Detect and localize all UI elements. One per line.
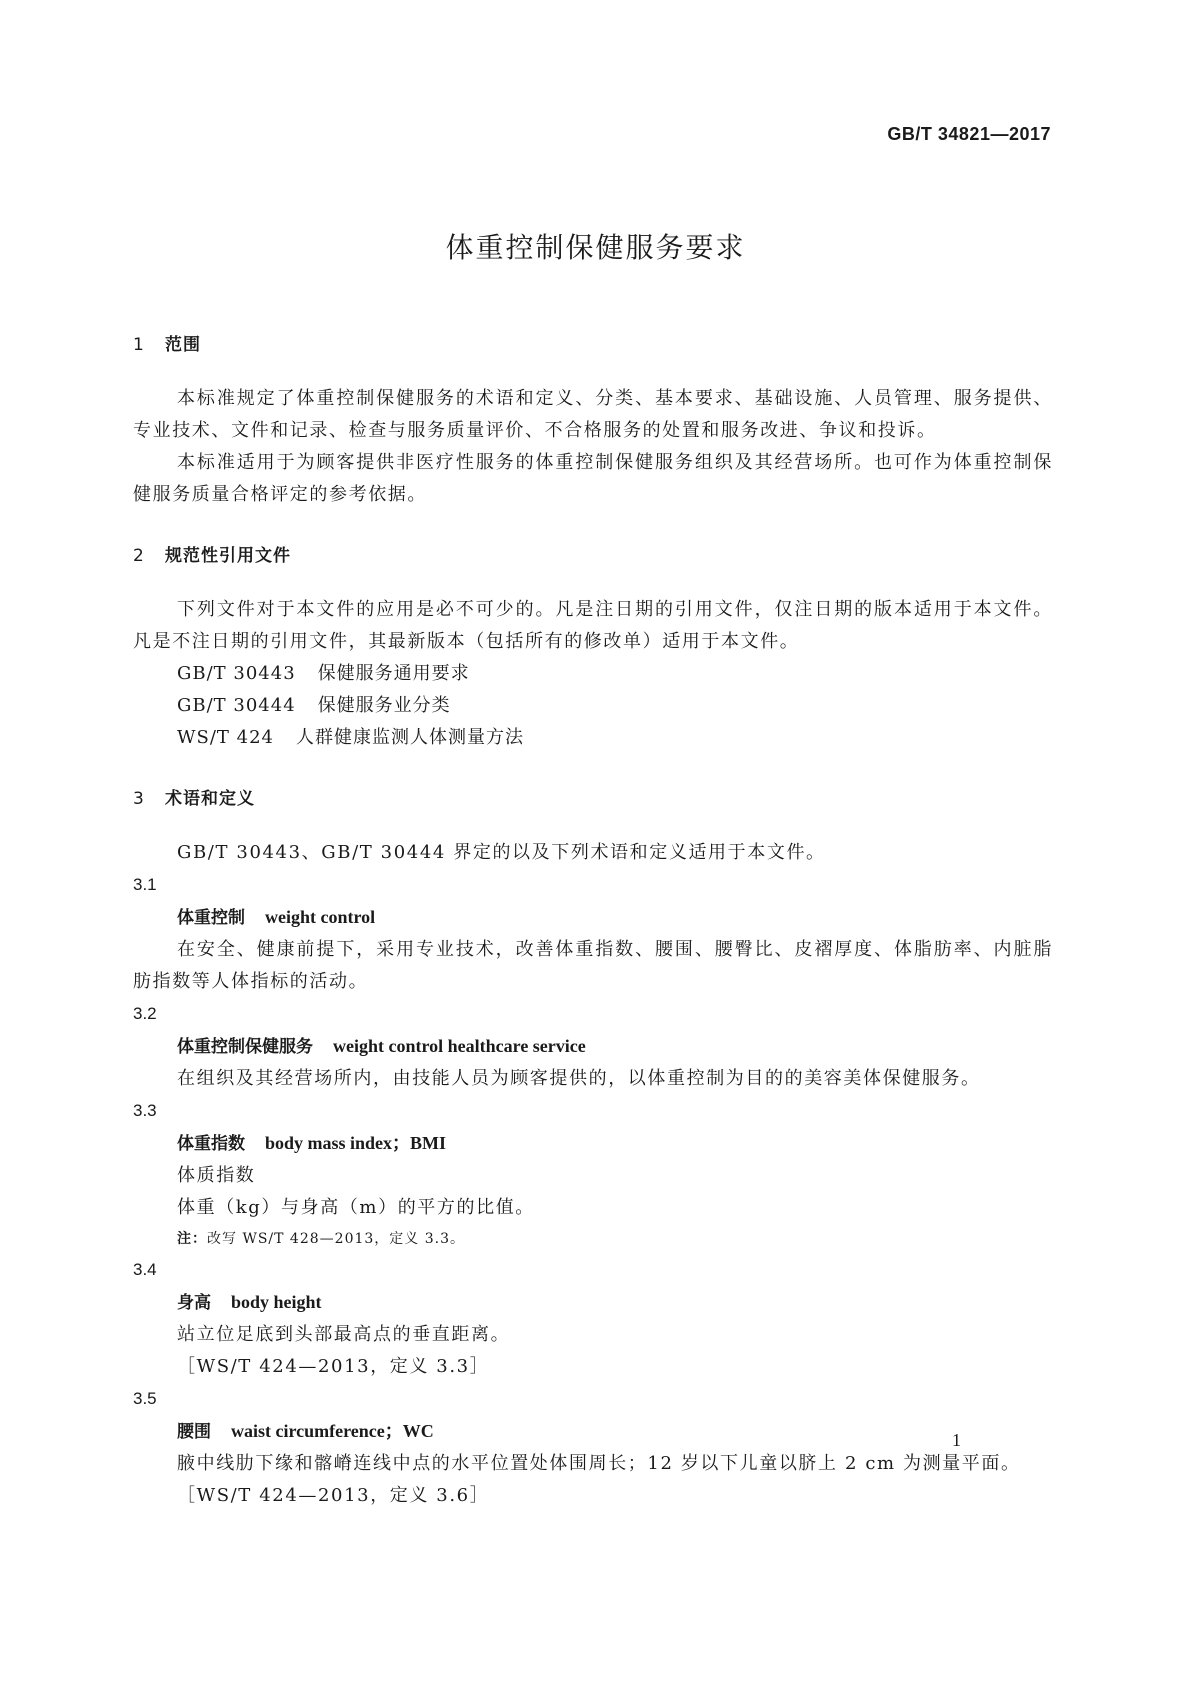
term-synonym: 体质指数 [177,1165,256,1186]
reference-item [133,690,1053,722]
reference-title: 保健服务通用要求 [317,663,470,684]
page-number: 1 [952,1430,961,1450]
term-number: 3.3 [133,1101,157,1120]
term-zh: 体重控制 [177,908,245,928]
section-number: 1 [133,335,145,355]
reference-item [133,658,1053,690]
term-definition: 在组织及其经营场所内，由技能人员为顾客提供的，以体重控制为目的的美容美体保健服务。 [177,1068,981,1089]
note-text: 改写 WS/T 428—2013，定义 3.3。 [207,1231,466,1247]
section-number: 3 [133,789,145,809]
term-definition: 在安全、健康前提下，采用专业技术，改善体重指数、腰围、腰臀比、皮褶厚度、体脂肪率、内脏脂肪指数等人体指标的活动。 [133,939,1053,992]
term-zh: 身高 [177,1293,211,1313]
term-source: ［WS/T 424—2013，定义 3.3］ [177,1356,490,1377]
scope-paragraph-2: 本标准适用于为顾客提供非医疗性服务的体重控制保健服务组织及其经营场所。也可作为体重控制保健服务质量合格评定的参考依据。 [133,452,1053,505]
note-label: 注： [177,1231,207,1247]
terms-intro-paragraph: GB/T 30443、GB/T 30444 界定的以及下列术语和定义适用于本文件。 [177,842,826,863]
section-title: 术语和定义 [165,789,255,809]
term-heading [133,1415,1053,1448]
standard-code: GB/T 34821—2017 [887,124,1051,144]
reference-code: GB/T 30443 [177,663,296,684]
section-heading-terms-definitions [133,784,1053,809]
term-definition: 站立位足底到头部最高点的垂直距离。 [177,1324,511,1345]
reference-title: 保健服务业分类 [317,695,451,716]
section-number: 2 [133,546,145,566]
term-number: 3.5 [133,1389,157,1408]
term-en: body mass index；BMI [265,1133,447,1153]
term-number: 3.1 [133,875,157,894]
reference-code: GB/T 30444 [177,695,296,716]
section-title: 范围 [165,335,201,355]
section-heading-normative-references [133,541,1053,566]
term-en: weight control healthcare service [333,1036,586,1056]
reference-title: 人群健康监测人体测量方法 [295,727,524,748]
term-en: waist circumference；WC [231,1421,434,1441]
term-zh: 体重指数 [177,1134,245,1154]
term-heading [133,901,1053,934]
term-en: body height [231,1292,322,1312]
term-heading [133,1030,1053,1063]
term-number: 3.2 [133,1004,157,1023]
term-source: ［WS/T 424—2013，定义 3.6］ [177,1485,490,1506]
reference-item [133,722,1053,754]
term-number: 3.4 [133,1260,157,1279]
term-zh: 体重控制保健服务 [177,1037,313,1057]
section-title: 规范性引用文件 [165,546,291,566]
reference-code: WS/T 424 [177,727,274,748]
references-intro-paragraph: 下列文件对于本文件的应用是必不可少的。凡是注日期的引用文件，仅注日期的版本适用于本文件。凡是不注日期的引用文件，其最新版本（包括所有的修改单）适用于本文件。 [133,599,1053,652]
document-body [133,330,1053,1512]
term-zh: 腰围 [177,1422,211,1442]
term-heading [133,1286,1053,1319]
term-definition: 腋中线肋下缘和髂嵴连线中点的水平位置处体围周长；12 岁以下儿童以脐上 2 cm 为测量平面。 [177,1453,1021,1474]
term-en: weight control [265,907,376,927]
term-definition: 体重（kg）与身高（m）的平方的比值。 [177,1197,535,1218]
term-heading [133,1127,1053,1160]
scope-paragraph-1: 本标准规定了体重控制保健服务的术语和定义、分类、基本要求、基础设施、人员管理、服务提供、专业技术、文件和记录、检查与服务质量评价、不合格服务的处置和服务改进、争议和投诉。 [133,388,1053,441]
document-title: 体重控制保健服务要求 [445,231,746,264]
section-heading-scope [133,330,1053,355]
term-note [133,1224,1053,1254]
